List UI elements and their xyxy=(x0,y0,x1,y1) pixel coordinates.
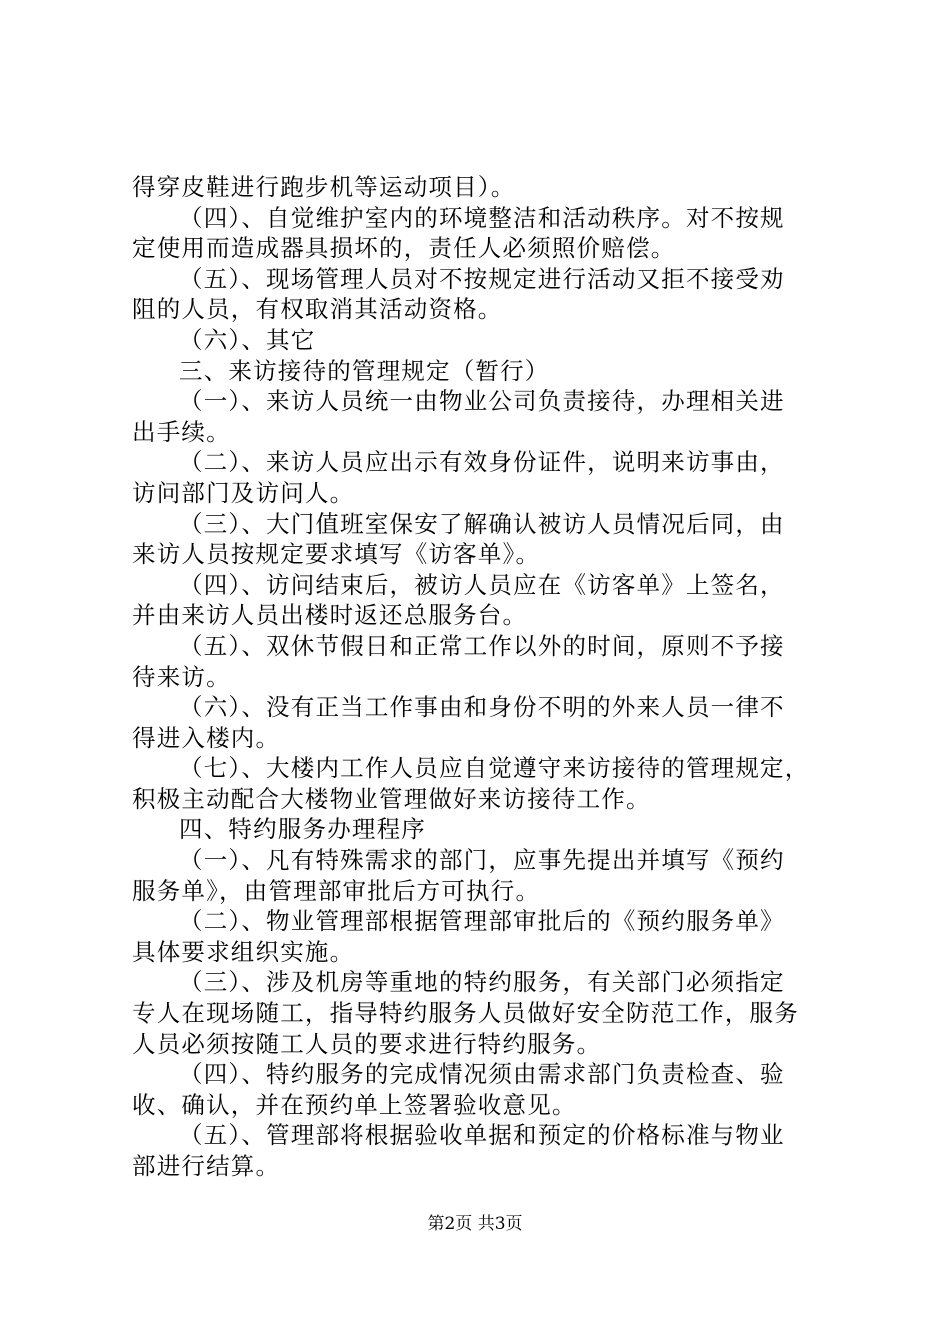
text-line: （五）、管理部将根据验收单据和预定的价格标准与物业 xyxy=(179,1121,785,1150)
text-line: （四）、自觉维护室内的环境整洁和活动秩序。对不按规 xyxy=(179,203,785,232)
text-line: （四）、访问结束后，被访人员应在《访客单》上签名， xyxy=(179,570,785,599)
text-line: 部进行结算。 xyxy=(132,1152,281,1180)
text-line: 待来访。 xyxy=(132,662,231,691)
text-line: 来访人员按规定要求填写《访客单》。 xyxy=(132,540,541,569)
text-line: （五）、双休节假日和正常工作以外的时间，原则不予接 xyxy=(179,631,785,660)
text-line: （四）、特约服务的完成情况须由需求部门负责检查、验 xyxy=(179,1060,785,1089)
text-line: 出手续。 xyxy=(132,417,231,446)
text-line: 定使用而造成器具损坏的，责任人必须照价赔偿。 xyxy=(132,234,676,263)
text-line: 四、特约服务办理程序 xyxy=(179,815,426,844)
text-line: （五）、现场管理人员对不按规定进行活动又拒不接受劝 xyxy=(179,264,785,293)
text-line: （六）、没有正当工作事由和身份不明的外来人员一律不 xyxy=(179,693,785,722)
text-line: （六）、其它 xyxy=(179,325,316,354)
text-line: 得穿皮鞋进行跑步机等运动项目）。 xyxy=(132,173,516,201)
text-line: 具体要求组织实施。 xyxy=(132,937,355,966)
text-line: 服务单》，由管理部审批后方可执行。 xyxy=(132,876,541,905)
document-body xyxy=(132,172,832,1182)
page-footer: 第2页 共3页 xyxy=(427,1214,523,1234)
text-line: 访问部门及访问人。 xyxy=(132,478,355,507)
text-line: （三）、涉及机房等重地的特约服务，有关部门必须指定 xyxy=(179,968,785,997)
text-line: 得进入楼内。 xyxy=(132,723,281,752)
text-line: （一）、来访人员统一由物业公司负责接待，办理相关进 xyxy=(179,387,785,416)
text-line: 专人在现场随工，指导特约服务人员做好安全防范工作，服务 xyxy=(132,999,799,1028)
text-line: 人员必须按随工人员的要求进行特约服务。 xyxy=(132,1029,602,1058)
text-line: 积极主动配合大楼物业管理做好来访接待工作。 xyxy=(132,784,651,813)
text-line: （三）、大门值班室保安了解确认被访人员情况后同，由 xyxy=(179,509,785,538)
text-line: 收、确认，并在预约单上签署验收意见。 xyxy=(132,1090,577,1119)
text-line: 阻的人员，有权取消其活动资格。 xyxy=(132,295,503,324)
text-line: （一）、凡有特殊需求的部门，应事先提出并填写《预约 xyxy=(179,846,785,875)
text-line: （二）、来访人员应出示有效身份证件，说明来访事由， xyxy=(179,448,785,477)
text-line: 三、来访接待的管理规定（暂行） xyxy=(179,356,550,385)
text-line: （二）、物业管理部根据管理部审批后的《预约服务单》 xyxy=(179,907,785,936)
text-line: （七）、大楼内工作人员应自觉遵守来访接待的管理规定， xyxy=(179,754,810,783)
text-line: 并由来访人员出楼时返还总服务台。 xyxy=(132,601,528,630)
